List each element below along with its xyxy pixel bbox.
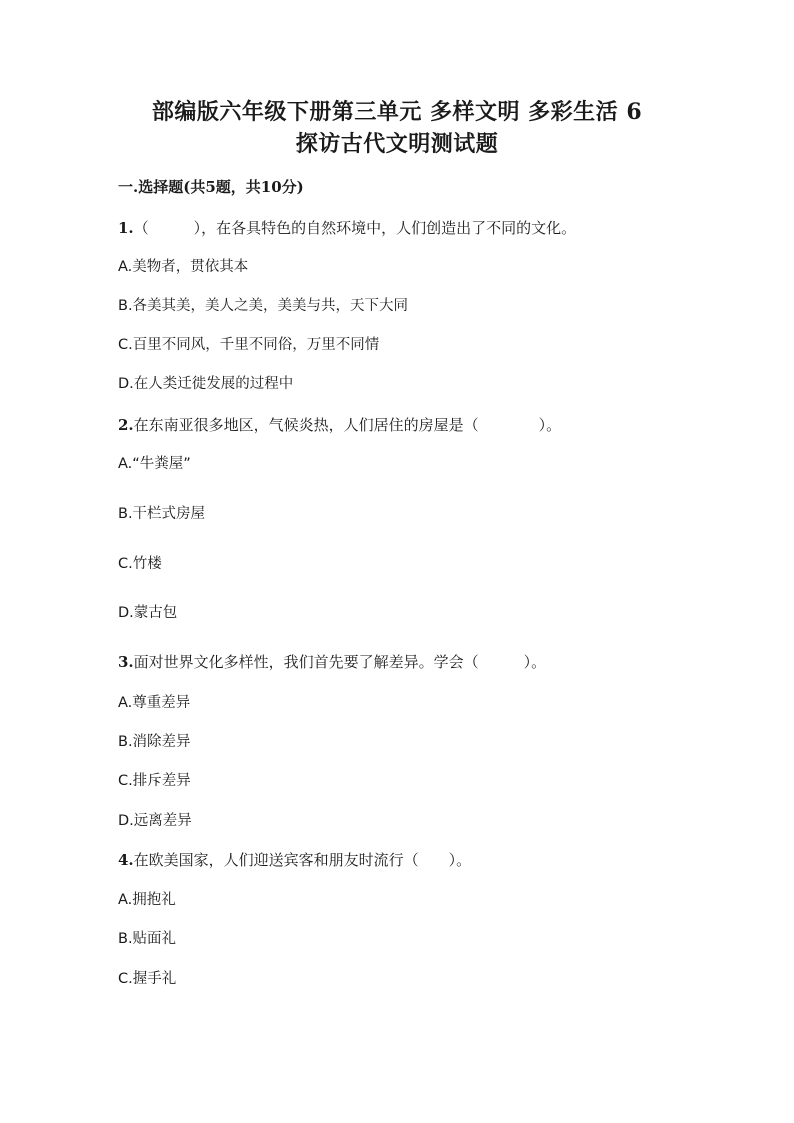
question-3-option-d: D.远离差异 (118, 813, 192, 829)
question-4 (118, 850, 471, 870)
question-text: 面对世界文化多样性，我们首先要了解差异。学会（ ）。 (133, 653, 547, 671)
question-3 (118, 652, 546, 672)
question-number: 3. (118, 653, 134, 671)
question-number: 2. (118, 416, 134, 434)
question-1-option-a: A.美物者，贯依其本 (118, 259, 249, 275)
question-number: 1. (118, 219, 134, 237)
question-text: 在欧美国家，人们迎送宾客和朋友时流行（ ）。 (133, 851, 472, 869)
question-3-option-c: C.排斥差异 (118, 773, 191, 789)
question-3-option-a: A.尊重差异 (118, 695, 191, 711)
question-number: 4. (118, 851, 134, 869)
question-1 (118, 218, 576, 238)
page-title-line-1: 部编版六年级下册第三单元 多样文明 多彩生活 6 (151, 99, 643, 125)
question-text: （ ），在各具特色的自然环境中，人们创造出了不同的文化。 (133, 219, 577, 237)
question-2-option-a: A.“牛粪屋” (118, 456, 191, 472)
question-1-option-b: B.各美其美，美人之美，美美与共，天下大同 (118, 298, 409, 314)
question-2-option-d: D.蒙古包 (118, 605, 178, 621)
question-3-option-b: B.消除差异 (118, 734, 191, 750)
question-1-option-c: C.百里不同风，千里不同俗，万里不同情 (118, 337, 380, 353)
section-heading: 一.选择题(共5题，共10分) (118, 178, 304, 196)
question-2 (118, 415, 561, 435)
question-text: 在东南亚很多地区，气候炎热，人们居住的房屋是（ ）。 (133, 416, 562, 434)
question-1-option-d: D.在人类迁徙发展的过程中 (118, 376, 294, 392)
question-4-option-c: C.握手礼 (118, 971, 177, 987)
question-4-option-b: B.贴面礼 (118, 931, 177, 947)
page-title-line-2: 探访古代文明测试题 (295, 131, 499, 157)
question-2-option-b: B.干栏式房屋 (118, 506, 206, 522)
question-2-option-c: C.竹楼 (118, 556, 162, 572)
question-4-option-a: A.拥抱礼 (118, 892, 176, 908)
